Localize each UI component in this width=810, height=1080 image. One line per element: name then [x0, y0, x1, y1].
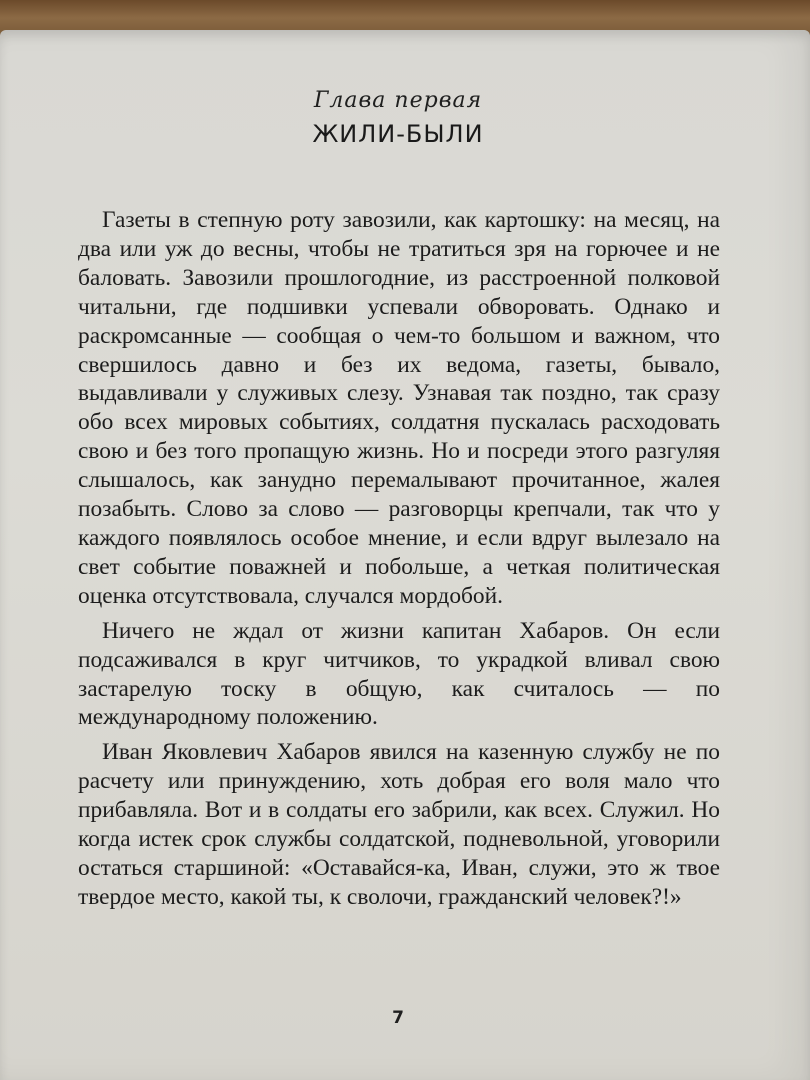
chapter-title: ЖИЛИ-БЫЛИ [312, 120, 484, 148]
paragraph-3: Иван Яковлевич Хабаров явился на казенную службу не по расчету или принуждению, хоть добрая его воля мало что прибавляла. Вот и в солдаты его забрили, как всех. Служил. Но когда истек срок службы солдатской, подневольной, уговорили остаться старшиной: «Оставайся-ка, Иван, служи, это ж твое твердое место, какой ты, к сволочи, гражданский человек?!» [78, 739, 720, 910]
paragraph-2: Ничего не ждал от жизни капитан Хабаров. Он если подсаживался в круг читчиков, то украдкой вливал свою застарелую тоску в общую, как считалось — по международному положению. [78, 617, 720, 731]
page-number: 7 [392, 1008, 404, 1028]
paragraph-1: Газеты в степную роту завозили, как картошку: на месяц, на два или уж до весны, чтобы не тратиться зря на горючее и не баловать. Завозили прошлогодние, из расстроенной полковой читальни, где подшивки успевали обворовать. Однако и раскромсанные — сообщая о чем-то большом и важном, что свершилось давно и без их ведома, газеты, бывало, выдавливали у служивых слезу. Узнавая так поздно, так сразу обо всех мировых событиях, солдатня пускалась расходовать свою и без того пропащую жизнь. Но и посреди этого разгуляя слышалось, как занудно перемалывают прочитанное, жалея позабыть. Слово за слово — разговорцы крепчали, так что у каждого появлялось особое мнение, и если вдруг вылезало на свет событие поважней и побольше, а четкая политическая оценка отсутствовала, случался мордобой. [78, 207, 720, 609]
chapter-label: Глава первая [313, 88, 483, 113]
body-text [78, 206, 720, 918]
